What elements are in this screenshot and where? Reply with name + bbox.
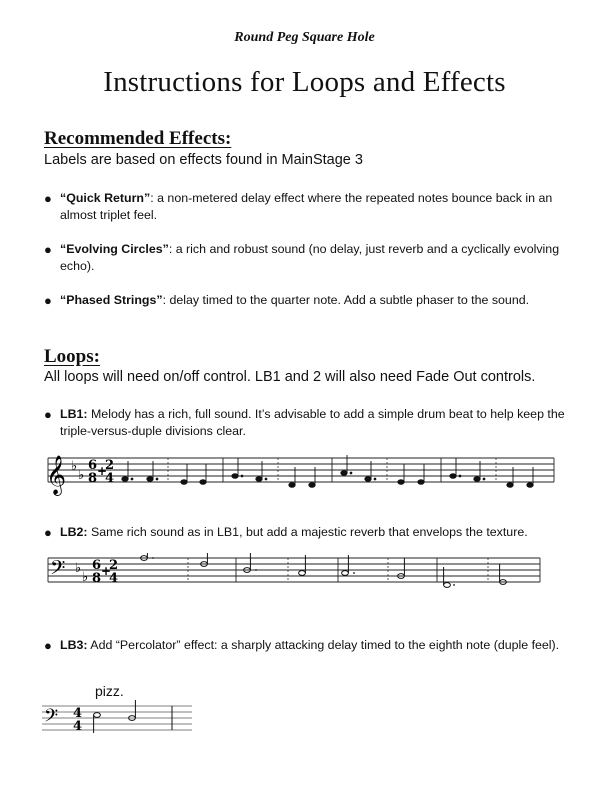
flat-icon: ♭	[82, 570, 89, 585]
lb1-staff	[40, 448, 560, 498]
list-item	[44, 241, 574, 275]
time-signature-bottom: 8	[88, 471, 98, 486]
time-signature-plus: +	[97, 464, 108, 478]
time-signature-top: 2	[105, 458, 115, 473]
lb3-staff	[40, 700, 200, 740]
effect-description: : a rich and robust sound (no delay, just reverb and a cyclically evolving echo).	[60, 242, 560, 273]
effects-intro: Labels are based on effects found in MainStage 3	[44, 152, 363, 168]
lb2-staff	[40, 553, 560, 593]
list-item	[44, 406, 574, 440]
flat-icon: ♭	[75, 561, 82, 576]
treble-clef-icon: 𝄞	[46, 455, 67, 495]
loop-description: Add “Percolator” effect: a sharply attacking delay timed to the eighth note (duple feel).	[87, 638, 560, 652]
list-item	[44, 637, 574, 654]
effect-name: “Evolving Circles”	[60, 242, 169, 256]
bullet-icon: ●	[44, 407, 52, 422]
time-signature-top: 2	[109, 558, 119, 573]
time-signature-top: 6	[92, 558, 102, 573]
time-signature-bottom: 4	[109, 571, 119, 586]
loop-name: LB1:	[60, 407, 88, 421]
bullet-icon: ●	[44, 191, 52, 206]
page-title: Instructions for Loops and Effects	[103, 66, 506, 98]
bullet-icon: ●	[44, 638, 52, 653]
effect-name: “Quick Return”	[60, 191, 151, 205]
list-item	[44, 190, 574, 224]
bass-clef-icon: 𝄢	[44, 706, 59, 731]
loop-name: LB2:	[60, 525, 88, 539]
loops-intro: All loops will need on/off control. LB1 and 2 will also need Fade Out controls.	[44, 369, 536, 385]
pizz-marking: pizz.	[95, 683, 124, 699]
list-item	[44, 524, 574, 541]
list-item	[44, 292, 574, 309]
time-signature-plus: +	[101, 564, 112, 578]
loop-description: Same rich sound as in LB1, but add a majestic reverb that envelops the texture.	[87, 525, 528, 539]
loops-heading: Loops:	[44, 346, 100, 367]
effects-heading: Recommended Effects:	[44, 128, 232, 149]
flat-icon: ♭	[78, 468, 85, 483]
ensemble-name: Round Peg Square Hole	[234, 30, 375, 45]
bullet-icon: ●	[44, 242, 52, 257]
loop-description: Melody has a rich, full sound. It’s advisable to add a simple drum beat to help keep the triple-versus-duple divisions clear.	[60, 407, 565, 438]
effect-description: : a non-metered delay effect where the repeated notes bounce back in an almost triplet feel.	[60, 191, 553, 222]
loop-name: LB3:	[60, 638, 88, 652]
bass-clef-icon: 𝄢	[50, 556, 66, 584]
effect-name: “Phased Strings”	[60, 293, 163, 307]
time-signature-top: 6	[88, 458, 98, 473]
time-signature-top: 4	[73, 706, 83, 721]
time-signature-bottom: 8	[92, 571, 102, 586]
bullet-icon: ●	[44, 525, 52, 540]
flat-icon: ♭	[71, 459, 78, 474]
effect-description: : delay timed to the quarter note. Add a subtle phaser to the sound.	[162, 293, 530, 307]
bullet-icon: ●	[44, 293, 52, 308]
time-signature-bottom: 4	[73, 719, 83, 734]
time-signature-bottom: 4	[105, 471, 115, 486]
